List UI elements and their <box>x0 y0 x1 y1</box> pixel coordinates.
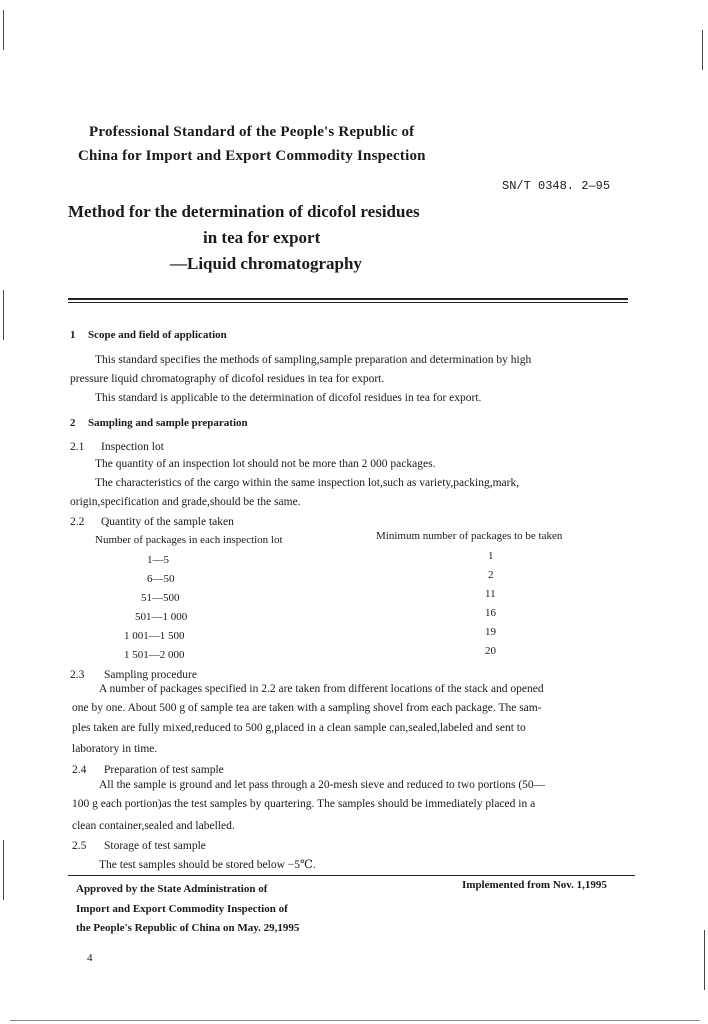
table-taken-cell: 2 <box>488 569 494 581</box>
section-2-number: 2 <box>70 417 76 429</box>
section-2-3-line-2: one by one. About 500 g of sample tea are taken with a sampling shovel from each package. The sam- <box>72 702 542 714</box>
table-taken-cell: 11 <box>485 588 496 600</box>
approved-line-2: Import and Export Commodity Inspection of <box>76 903 288 915</box>
section-1-p2: This standard is applicable to the determination of dicofol residues in tea for export. <box>95 392 482 404</box>
section-2-1-number: 2.1 <box>70 441 85 453</box>
section-2-4-line-3: clean container,sealed and labelled. <box>72 820 235 832</box>
table-taken-cell: 19 <box>485 626 496 638</box>
section-2-2-number: 2.2 <box>70 516 85 528</box>
header-line-2: China for Import and Export Commodity Inspection <box>78 148 426 164</box>
section-2-1-heading: Inspection lot <box>101 441 164 453</box>
section-2-3-line-1: A number of packages specified in 2.2 are taken from different locations of the stack and opened <box>99 683 544 695</box>
approved-line-3: the People's Republic of China on May. 29,1995 <box>76 922 300 934</box>
scan-edge-left-bottom <box>3 840 4 900</box>
section-2-3-line-4: laboratory in time. <box>72 743 158 755</box>
title-line-2: in tea for export <box>203 228 321 247</box>
section-2-4-line-2: 100 g each portion)as the test samples by quartering. The samples should be immediately placed in a <box>72 798 536 810</box>
footer-rule <box>68 875 635 876</box>
title-line-3: —Liquid chromatography <box>170 254 362 273</box>
table-taken-cell: 16 <box>485 607 496 619</box>
scan-edge-right <box>702 30 703 70</box>
table-lot-cell: 51—500 <box>141 592 180 604</box>
section-2-1-p1: The quantity of an inspection lot should not be more than 2 000 packages. <box>95 458 436 470</box>
table-taken-cell: 20 <box>485 645 496 657</box>
section-2-3-line-3: ples taken are fully mixed,reduced to 500 g,placed in a clean sample can,sealed,labeled and sent to <box>72 722 526 734</box>
approved-line-1: Approved by the State Administration of <box>76 883 268 895</box>
section-2-1-p2-line-2: origin,specification and grade,should be the same. <box>70 496 301 508</box>
section-2-1-p2-line-1: The characteristics of the cargo within the same inspection lot,such as variety,packing,mark, <box>95 477 520 489</box>
section-2-5-number: 2.5 <box>72 840 87 852</box>
section-2-2-heading: Quantity of the sample taken <box>101 516 234 528</box>
table-taken-cell: 1 <box>488 550 494 562</box>
section-2-4-heading: Preparation of test sample <box>104 764 224 776</box>
section-1-heading: Scope and field of application <box>88 329 227 341</box>
table-header-lot: Number of packages in each inspection lot <box>95 534 283 546</box>
section-2-4-line-1: All the sample is ground and let pass through a 20-mesh sieve and reduced to two portions (50— <box>99 779 546 791</box>
implemented-date: Implemented from Nov. 1,1995 <box>462 879 607 891</box>
scan-edge-left-mid <box>3 290 4 340</box>
table-header-taken: Minimum number of packages to be taken <box>376 530 563 542</box>
section-2-5-heading: Storage of test sample <box>104 840 206 852</box>
section-2-5-line-1: The test samples should be stored below −5℃. <box>99 859 316 871</box>
table-lot-cell: 6—50 <box>147 573 175 585</box>
title-rule-thick <box>68 298 628 300</box>
section-1-p1-line-2: pressure liquid chromatography of dicofol residues in tea for export. <box>70 373 385 385</box>
table-lot-cell: 1—5 <box>147 554 169 566</box>
page-number: 4 <box>87 952 93 964</box>
section-2-3-number: 2.3 <box>70 669 85 681</box>
scan-edge-left-top <box>3 10 4 50</box>
header-line-1: Professional Standard of the People's Republic of <box>89 124 415 140</box>
section-2-4-number: 2.4 <box>72 764 87 776</box>
section-1-p1-line-1: This standard specifies the methods of sampling,sample preparation and determination by high <box>95 354 532 366</box>
table-lot-cell: 1 501—2 000 <box>124 649 185 661</box>
standard-code: SN/T 0348. 2—95 <box>502 179 611 193</box>
scan-edge-bottom <box>10 1020 700 1021</box>
scan-edge-right-bottom <box>704 930 705 990</box>
title-line-1: Method for the determination of dicofol residues <box>68 202 420 221</box>
section-2-heading: Sampling and sample preparation <box>88 417 248 429</box>
title-rule-thin <box>68 302 628 303</box>
section-1-number: 1 <box>70 329 76 341</box>
table-lot-cell: 1 001—1 500 <box>124 630 185 642</box>
table-lot-cell: 501—1 000 <box>135 611 188 623</box>
section-2-3-heading: Sampling procedure <box>104 669 197 681</box>
